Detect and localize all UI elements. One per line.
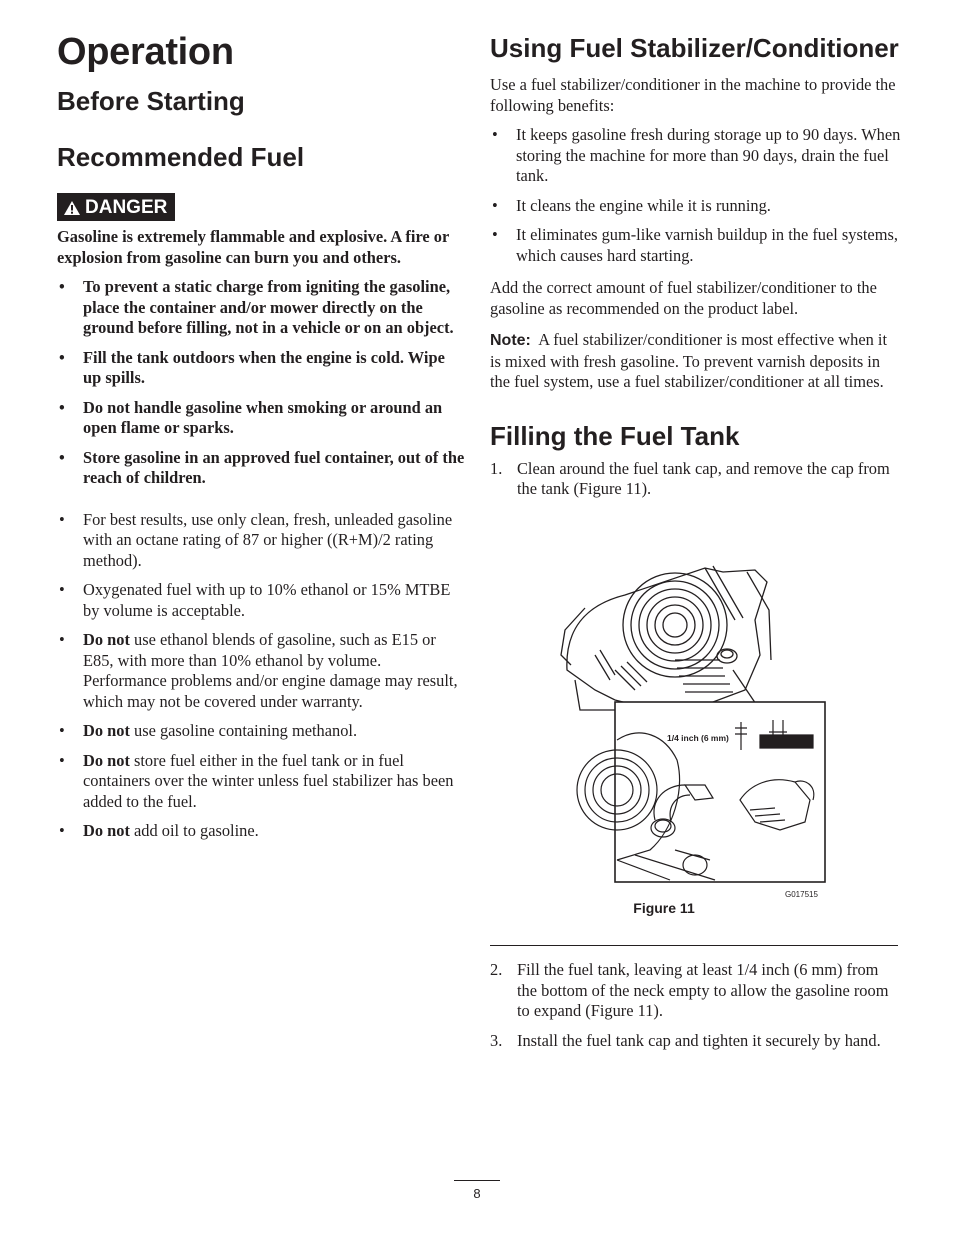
danger-label: DANGER [85,196,168,218]
fuel-item: • For best results, use only clean, fresh, unleaded gasoline with an octane rating of 87 or higher ((R+M)/2 rating method). [57,510,467,572]
benefit-item: • It eliminates gum-like varnish buildup in the fuel systems, which causes hard starting. [490,225,902,266]
left-column [57,30,467,842]
note-text: A fuel stabilizer/conditioner is most effective when it is mixed with fresh gasoline. To prevent varnish deposits in the fuel system, use a fuel stabilizer/conditioner at all times. [490,330,888,391]
stabilizer-heading: Using Fuel Stabilizer/Conditioner [490,33,899,63]
add-correct-amount: Add the correct amount of fuel stabilizer/conditioner to the gasoline as recommended on the product label. [490,278,877,318]
step-item: 3. Install the fuel tank cap and tighten it securely by hand. [490,1030,881,1050]
step-item: 2. Fill the fuel tank, leaving at least 1/4 inch (6 mm) from the bottom of the neck empty to allow the gasoline room to expand (Figure 11). [490,960,889,1020]
danger-item: • Do not handle gasoline when smoking or around an open flame or sparks. [57,398,467,439]
page-title: Operation [57,31,234,73]
benefits-list [490,125,902,266]
fuel-list [57,510,467,842]
danger-badge [57,193,175,221]
fuel-tank-illustration [555,560,830,905]
steps-list-1 [490,459,902,500]
danger-list [57,277,467,489]
right-column [490,30,902,500]
steps-list-2 [490,960,898,1051]
filling-heading: Filling the Fuel Tank [490,420,740,451]
danger-intro: Gasoline is extremely flammable and explosive. A fire or explosion from gasoline can burn you and others. [57,227,449,267]
fuel-item: • Oxygenated fuel with up to 10% ethanol or 15% MTBE by volume is acceptable. [57,580,467,621]
note-paragraph [490,330,902,393]
figure-divider [490,945,898,946]
figure-caption: Figure 11 [633,900,695,916]
danger-item: • Fill the tank outdoors when the engine is cold. Wipe up spills. [57,348,467,389]
before-starting-heading: Before Starting [57,86,245,116]
step-item: 1. Clean around the fuel tank cap, and remove the cap from the tank (Figure 11). [490,458,890,498]
inset-measure-label: 1/4 inch (6 mm) [667,733,729,743]
recommended-fuel-heading: Recommended Fuel [57,142,305,172]
fuel-item: • Do not store fuel either in the fuel tank or in fuel containers over the winter unless fuel stabilizer has been added to the fuel. [57,751,467,813]
benefit-item: • It cleans the engine while it is running. [490,196,902,217]
figure-code: G017515 [785,890,818,899]
warning-triangle-icon [63,200,81,216]
fuel-item: • Do not use ethanol blends of gasoline, such as E15 or E85, with more than 10% ethanol by volume. Performance problems and/or engine damage may result, which may not be covered under warranty. [57,630,467,712]
benefit-item: • It keeps gasoline fresh during storage up to 90 days. When storing the machine for more than 90 days, drain the fuel tank. [490,125,902,187]
danger-item: • Store gasoline in an approved fuel container, out of the reach of children. [57,448,467,489]
steps-continued [490,960,898,1051]
note-label: Note: [490,332,531,349]
stabilizer-intro: Use a fuel stabilizer/conditioner in the machine to provide the following benefits: [490,75,896,115]
danger-item: • To prevent a static charge from igniting the gasoline, place the container and/or mower directly on the ground before filling, not in a vehicle or on an object. [57,277,467,339]
page-number: 8 [454,1180,500,1201]
fuel-item: • Do not use gasoline containing methanol. [57,721,467,742]
fuel-item: • Do not add oil to gasoline. [57,821,467,842]
figure-11 [555,560,830,905]
